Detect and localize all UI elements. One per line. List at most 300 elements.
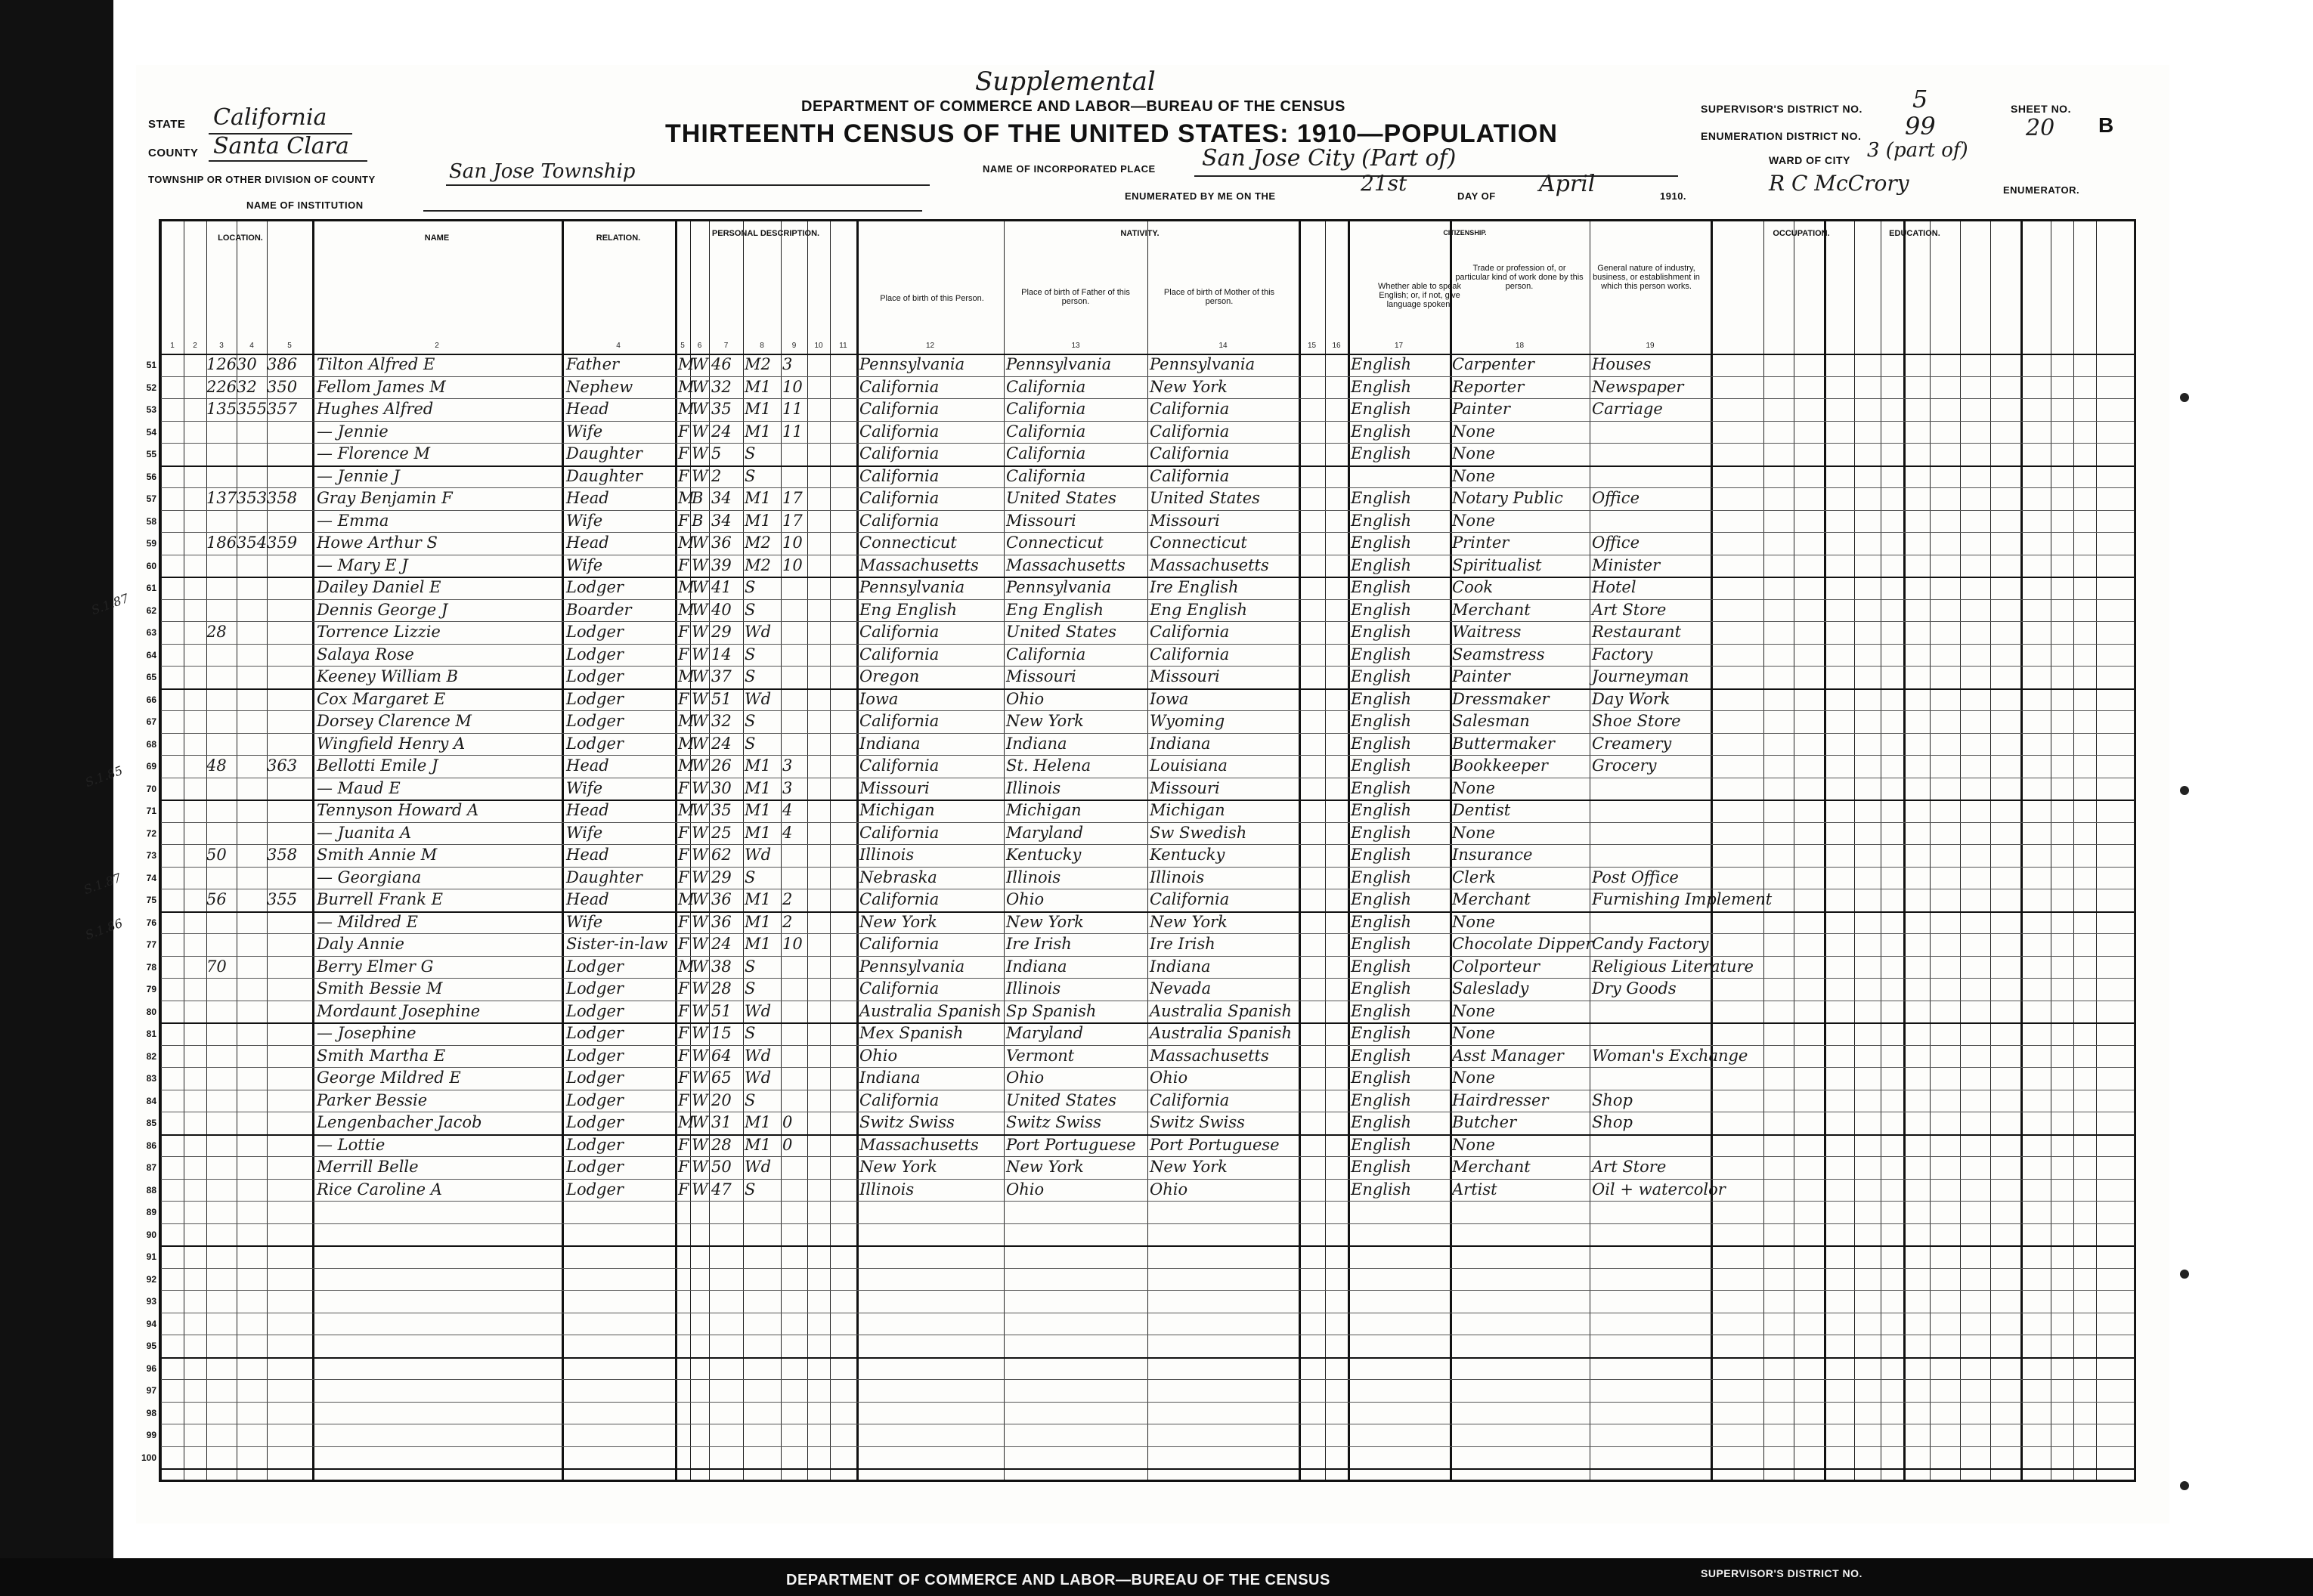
table-cell-fbp: California <box>1006 645 1086 663</box>
table-cell-age: 24 <box>711 734 732 753</box>
table-cell-yrs: 0 <box>782 1113 793 1131</box>
table-cell-mar: M1 <box>745 890 771 908</box>
table-cell-race: W <box>692 1135 708 1154</box>
table-cell-age: 5 <box>711 444 722 462</box>
table-cell-lang: English <box>1351 1090 1412 1109</box>
table-cell-rel: Lodger <box>566 979 624 998</box>
table-cell-bp: California <box>859 466 940 485</box>
table-cell-sex: F <box>678 466 689 485</box>
table-cell-name: Dorsey Clarence M <box>317 712 472 730</box>
row-number: 66 <box>146 694 156 705</box>
table-cell-fbp: United States <box>1006 489 1116 507</box>
table-cell-name: — Lottie <box>317 1135 386 1154</box>
table-cell-bp: California <box>859 422 940 441</box>
table-cell-name: — Josephine <box>317 1024 416 1042</box>
table-cell-race: W <box>692 534 708 552</box>
table-cell-fbp: Ire Irish <box>1006 935 1072 953</box>
column-number: 2 <box>193 342 197 350</box>
table-cell-age: 35 <box>711 801 732 819</box>
table-cell-ind: Oil + watercolor <box>1592 1180 1726 1199</box>
table-cell-bp: Illinois <box>859 846 915 864</box>
table-cell-rel: Wife <box>566 912 603 931</box>
table-cell-rel: Head <box>566 534 609 552</box>
table-cell-mbp: Nevada <box>1150 979 1212 998</box>
table-cell-lang: English <box>1351 355 1412 373</box>
table-cell-age: 50 <box>711 1158 732 1176</box>
column-number: 16 <box>1332 342 1341 350</box>
column-number: 12 <box>925 342 935 350</box>
table-cell-fbp: Ohio <box>1006 1180 1045 1199</box>
table-cell-rel: Wife <box>566 823 603 842</box>
table-cell-sex: M <box>678 890 695 908</box>
table-cell-bp: Indiana <box>859 1069 921 1087</box>
table-cell-trade: Bookkeeper <box>1452 756 1548 775</box>
table-cell-fbp: New York <box>1006 712 1084 730</box>
table-cell-mar: Wd <box>745 1158 772 1176</box>
table-cell-age: 31 <box>711 1113 732 1131</box>
table-cell-lang: English <box>1351 756 1412 775</box>
table-cell-bp: Illinois <box>859 1180 915 1199</box>
table-cell-ind: Office <box>1592 534 1640 552</box>
table-cell-mbp: Massachusetts <box>1150 1046 1269 1065</box>
table-cell-trade: Printer <box>1452 534 1509 552</box>
table-cell-bp: California <box>859 444 940 462</box>
row-number: 83 <box>146 1073 156 1084</box>
table-cell-fbp: Illinois <box>1006 778 1061 797</box>
row-number: 82 <box>146 1050 156 1062</box>
table-cell-lang: English <box>1351 489 1412 507</box>
table-cell-race: W <box>692 823 708 842</box>
table-cell-lang: English <box>1351 1001 1412 1020</box>
table-cell-mbp: Missouri <box>1150 667 1220 685</box>
table-cell-sex: F <box>678 778 689 797</box>
table-cell-mar: S <box>745 600 756 619</box>
table-cell-mbp: Port Portuguese <box>1150 1135 1280 1154</box>
row-number: 78 <box>146 961 156 973</box>
enumerator-name: R C McCrory <box>1769 171 1909 196</box>
row-number: 90 <box>146 1229 156 1240</box>
table-cell-lang: English <box>1351 734 1412 753</box>
table-cell-rel: Lodger <box>566 1024 624 1042</box>
table-cell-fbp: Maryland <box>1006 823 1084 842</box>
row-number: 62 <box>146 605 156 616</box>
table-cell-age: 29 <box>711 868 732 886</box>
table-cell-sex: M <box>678 1113 695 1131</box>
table-cell-trade: Dentist <box>1452 801 1511 819</box>
table-cell-mbp: Louisiana <box>1150 756 1228 775</box>
census-table <box>141 219 2136 1482</box>
table-cell-bp: Massachusetts <box>859 1135 979 1154</box>
table-cell-name: — Florence M <box>317 444 430 462</box>
table-cell-sex: F <box>678 645 689 663</box>
table-cell-fbp: Indiana <box>1006 957 1067 976</box>
table-cell-fbp: Ohio <box>1006 1069 1045 1087</box>
table-cell-name: — Mildred E <box>317 912 418 931</box>
column-number: 19 <box>1646 342 1655 350</box>
sheet-value: 20 <box>2026 115 2055 141</box>
table-cell-ind: Restaurant <box>1592 623 1682 641</box>
page-title: THIRTEENTH CENSUS OF THE UNITED STATES: 1910—POPULATION <box>665 119 1558 148</box>
table-cell-trade: Insurance <box>1452 846 1533 864</box>
row-number: 69 <box>146 761 156 772</box>
table-cell-sex: F <box>678 1090 689 1109</box>
table-cell-fbp: Sp Spanish <box>1006 1001 1097 1020</box>
table-cell-fbp: Indiana <box>1006 734 1067 753</box>
table-cell-mar: S <box>745 444 756 462</box>
row-number: 65 <box>146 672 156 682</box>
row-number: 68 <box>146 738 156 750</box>
table-cell-rel: Lodger <box>566 1046 624 1065</box>
table-cell-trade: None <box>1452 422 1495 441</box>
table-cell-fbp: Eng English <box>1006 600 1104 619</box>
table-cell-sex: F <box>678 422 689 441</box>
margin-note: S.1.86 <box>83 915 125 943</box>
table-cell-bp: Indiana <box>859 734 921 753</box>
township-label: TOWNSHIP OR OTHER DIVISION OF COUNTY <box>148 174 376 185</box>
table-cell-mar: M2 <box>745 534 771 552</box>
table-cell-dw: 386 <box>267 355 298 373</box>
table-cell-trade: Chocolate Dipper <box>1452 935 1593 953</box>
table-cell-age: 14 <box>711 645 732 663</box>
table-cell-sex: F <box>678 444 689 462</box>
table-cell-trade: Notary Public <box>1452 489 1563 507</box>
table-cell-lang: English <box>1351 935 1412 953</box>
table-cell-yrs: 4 <box>782 801 793 819</box>
table-cell-fbp: United States <box>1006 1090 1116 1109</box>
table-cell-race: W <box>692 979 708 998</box>
table-cell-mbp: California <box>1150 466 1230 485</box>
table-cell-rel: Wife <box>566 422 603 441</box>
table-cell-sex: M <box>678 377 695 396</box>
table-cell-bp: California <box>859 756 940 775</box>
table-cell-name: Tilton Alfred E <box>317 355 435 373</box>
header-location: LOCATION. <box>218 234 263 243</box>
table-cell-sex: M <box>678 801 695 819</box>
row-number: 58 <box>146 515 156 527</box>
table-cell-mar: M1 <box>745 489 771 507</box>
table-cell-rel: Lodger <box>566 1001 624 1020</box>
row-number: 87 <box>146 1162 156 1173</box>
column-number: 6 <box>697 342 702 350</box>
table-cell-bp: California <box>859 712 940 730</box>
table-cell-lang: English <box>1351 600 1412 619</box>
table-cell-sex: F <box>678 846 689 864</box>
row-number: 96 <box>146 1362 156 1374</box>
enumeration-label: ENUMERATION DISTRICT NO. <box>1701 130 1862 142</box>
column-number: 17 <box>1394 342 1404 350</box>
table-cell-fbp: Kentucky <box>1006 846 1082 864</box>
table-cell-bp: Iowa <box>859 689 899 708</box>
table-cell-sex: M <box>678 667 695 685</box>
table-cell-bp: Eng English <box>859 600 958 619</box>
table-cell-ind: Shoe Store <box>1592 712 1681 730</box>
table-cell-mar: M1 <box>745 422 771 441</box>
table-cell-rel: Father <box>566 355 620 373</box>
table-cell-mbp: Connecticut <box>1150 534 1247 552</box>
table-cell-lang: English <box>1351 689 1412 708</box>
table-cell-age: 35 <box>711 400 732 418</box>
table-cell-ind: Art Store <box>1592 600 1667 619</box>
table-cell-name: — Jennie J <box>317 466 400 485</box>
table-cell-fbp: Connecticut <box>1006 534 1104 552</box>
table-cell-name: Daly Annie <box>317 935 404 953</box>
table-cell-trade: None <box>1452 466 1495 485</box>
table-cell-ind: Dry Goods <box>1592 979 1677 998</box>
table-cell-race: W <box>692 1158 708 1176</box>
table-cell-mbp: Missouri <box>1150 778 1220 797</box>
table-cell-name: Salaya Rose <box>317 645 414 663</box>
table-cell-mbp: Michigan <box>1150 801 1225 819</box>
table-cell-ind: Minister <box>1592 555 1661 574</box>
table-cell-lang: English <box>1351 1069 1412 1087</box>
table-cell-age: 29 <box>711 623 732 641</box>
table-cell-yrs: 11 <box>782 422 803 441</box>
table-cell-sex: M <box>678 957 695 976</box>
table-cell-yrs: 11 <box>782 400 803 418</box>
table-cell-race: W <box>692 355 708 373</box>
table-cell-mar: M2 <box>745 355 771 373</box>
column-number: 8 <box>760 342 764 350</box>
row-number: 91 <box>146 1251 156 1262</box>
table-cell-age: 28 <box>711 979 732 998</box>
table-cell-yrs: 3 <box>782 778 793 797</box>
table-cell-name: Gray Benjamin F <box>317 489 453 507</box>
table-cell-trade: Saleslady <box>1452 979 1529 998</box>
table-cell-mbp: California <box>1150 1090 1230 1109</box>
supervisor-value: 5 <box>1912 85 1928 113</box>
table-cell-mar: M1 <box>745 778 771 797</box>
table-cell-name: Tennyson Howard A <box>317 801 479 819</box>
table-cell-trade: None <box>1452 444 1495 462</box>
table-cell-mbp: Australia Spanish <box>1150 1001 1292 1020</box>
row-number: 72 <box>146 827 156 839</box>
table-cell-sex: M <box>678 756 695 775</box>
column-number: 5 <box>680 342 685 350</box>
table-cell-mar: S <box>745 1180 756 1199</box>
row-number: 84 <box>146 1095 156 1106</box>
table-cell-age: 36 <box>711 912 732 931</box>
table-cell-mar: S <box>745 1024 756 1042</box>
table-cell-sex: M <box>678 734 695 753</box>
table-cell-age: 30 <box>711 778 732 797</box>
table-cell-name: — Mary E J <box>317 555 408 574</box>
table-cell-name: Keeney William B <box>317 667 459 685</box>
table-cell-dw: 350 <box>267 377 298 396</box>
table-cell-rel: Daughter <box>566 466 642 485</box>
table-cell-race: W <box>692 734 708 753</box>
table-cell-race: W <box>692 846 708 864</box>
table-cell-bp: Missouri <box>859 778 930 797</box>
table-cell-sex: F <box>678 823 689 842</box>
table-cell-mar: M2 <box>745 555 771 574</box>
table-cell-race: W <box>692 801 708 819</box>
enumerated-month: April <box>1539 171 1596 197</box>
table-cell-rel: Head <box>566 890 609 908</box>
table-cell-lang: English <box>1351 1113 1412 1131</box>
table-cell-mbp: California <box>1150 444 1230 462</box>
row-number: 67 <box>146 716 156 727</box>
table-cell-mbp: Australia Spanish <box>1150 1024 1292 1042</box>
table-cell-dw: 358 <box>267 846 298 864</box>
table-cell-age: 36 <box>711 890 732 908</box>
table-cell-lang: English <box>1351 667 1412 685</box>
table-cell-trade: Asst Manager <box>1452 1046 1564 1065</box>
table-cell-race: W <box>692 1024 708 1042</box>
table-cell-name: Berry Elmer G <box>317 957 434 976</box>
enumerated-day: 21st <box>1361 171 1407 196</box>
table-cell-lang: English <box>1351 846 1412 864</box>
table-cell-lang: English <box>1351 1135 1412 1154</box>
table-cell-age: 40 <box>711 600 732 619</box>
township-value: San Jose Township <box>449 160 636 183</box>
table-cell-trade: Merchant <box>1452 890 1531 908</box>
row-number: 79 <box>146 984 156 994</box>
table-cell-sex: F <box>678 555 689 574</box>
table-cell-name: Smith Annie M <box>317 846 438 864</box>
table-cell-mar: M1 <box>745 1135 771 1154</box>
table-cell-race: W <box>692 868 708 886</box>
table-cell-ind: Grocery <box>1592 756 1657 775</box>
table-cell-bp: Connecticut <box>859 534 957 552</box>
table-cell-name: Smith Bessie M <box>317 979 443 998</box>
table-cell-rel: Lodger <box>566 1113 624 1131</box>
table-cell-sex: F <box>678 511 689 530</box>
table-cell-rel: Lodger <box>566 1180 624 1199</box>
table-cell-mar: S <box>745 979 756 998</box>
table-cell-sex: F <box>678 1180 689 1199</box>
enumerator-label: ENUMERATOR. <box>2003 184 2080 196</box>
table-cell-mbp: Wyoming <box>1150 712 1225 730</box>
row-number: 53 <box>146 404 156 415</box>
table-cell-name: — Juanita A <box>317 823 412 842</box>
table-cell-yrs: 10 <box>782 377 803 396</box>
header-trade: Trade or profession of, or particular kind of work done by this person. <box>1455 264 1584 291</box>
table-cell-sex: F <box>678 623 689 641</box>
table-cell-mbp: Iowa <box>1150 689 1189 708</box>
table-cell-lang: English <box>1351 778 1412 797</box>
table-cell-race: W <box>692 689 708 708</box>
table-cell-mar: S <box>745 868 756 886</box>
table-cell-name: Hughes Alfred <box>317 400 434 418</box>
table-cell-age: 2 <box>711 466 722 485</box>
supervisor-label: SUPERVISOR'S DISTRICT NO. <box>1701 103 1862 115</box>
table-cell-bp: Nebraska <box>859 868 937 886</box>
table-cell-trade: None <box>1452 823 1495 842</box>
table-cell-race: W <box>692 1113 708 1131</box>
table-cell-race: W <box>692 422 708 441</box>
table-cell-house: 70 <box>206 957 227 976</box>
table-cell-mar: M1 <box>745 377 771 396</box>
table-cell-house: 137 <box>206 489 237 507</box>
next-supervisor: SUPERVISOR'S DISTRICT NO. <box>1701 1567 1862 1579</box>
table-cell-fbp: California <box>1006 377 1086 396</box>
table-cell-rel: Lodger <box>566 645 624 663</box>
table-cell-lang: English <box>1351 1024 1412 1042</box>
table-cell-name: — Georgiana <box>317 868 422 886</box>
table-cell-mbp: Kentucky <box>1150 846 1225 864</box>
table-cell-race: W <box>692 1001 708 1020</box>
table-cell-trade: Colporteur <box>1452 957 1540 976</box>
table-cell-fbp: California <box>1006 422 1086 441</box>
table-cell-house: 56 <box>206 890 227 908</box>
table-cell-mbp: Ire Irish <box>1150 935 1215 953</box>
margin-note: S.1.87 <box>82 870 123 898</box>
county-value: Santa Clara <box>213 133 349 159</box>
table-cell-age: 46 <box>711 355 732 373</box>
table-cell-sex: F <box>678 1001 689 1020</box>
table-cell-name: Cox Margaret E <box>317 689 446 708</box>
table-cell-trade: Seamstress <box>1452 645 1545 663</box>
margin-note: S.1.87 <box>89 590 131 618</box>
table-cell-age: 41 <box>711 578 732 596</box>
table-cell-race: W <box>692 935 708 953</box>
table-cell-name: Howe Arthur S <box>317 534 438 552</box>
table-cell-race: W <box>692 555 708 574</box>
table-cell-bp: Michigan <box>859 801 935 819</box>
table-cell-trade: Butcher <box>1452 1113 1517 1131</box>
table-cell-fbp: United States <box>1006 623 1116 641</box>
table-cell-race: W <box>692 623 708 641</box>
table-cell-mbp: New York <box>1150 1158 1228 1176</box>
table-cell-trade: Carpenter <box>1452 355 1534 373</box>
table-cell-sex: F <box>678 868 689 886</box>
table-cell-mar: Wd <box>745 846 772 864</box>
table-cell-dw: 359 <box>267 534 298 552</box>
table-cell-fbp: Missouri <box>1006 511 1076 530</box>
row-number: 77 <box>146 939 156 950</box>
column-number: 5 <box>287 342 292 350</box>
table-cell-bp: California <box>859 935 940 953</box>
table-cell-trade: Hairdresser <box>1452 1090 1549 1109</box>
table-cell-race: W <box>692 578 708 596</box>
table-cell-age: 51 <box>711 689 732 708</box>
table-cell-name: Parker Bessie <box>317 1090 428 1109</box>
row-number: 55 <box>146 449 156 459</box>
table-cell-lang: English <box>1351 511 1412 530</box>
table-cell-rel: Wife <box>566 511 603 530</box>
table-cell-bp: Mex Spanish <box>859 1024 964 1042</box>
table-cell-age: 32 <box>711 712 732 730</box>
table-cell-trade: None <box>1452 1024 1495 1042</box>
table-cell-trade: Waitress <box>1452 623 1522 641</box>
table-cell-rel: Wife <box>566 778 603 797</box>
row-number: 54 <box>146 426 156 438</box>
table-cell-rel: Daughter <box>566 444 642 462</box>
table-cell-age: 15 <box>711 1024 732 1042</box>
table-cell-yrs: 2 <box>782 912 793 931</box>
table-cell-mbp: New York <box>1150 912 1228 931</box>
table-cell-bp: Ohio <box>859 1046 898 1065</box>
table-cell-mar: M1 <box>745 1113 771 1131</box>
table-cell-sex: M <box>678 355 695 373</box>
table-cell-lang: English <box>1351 555 1412 574</box>
table-cell-sex: M <box>678 712 695 730</box>
table-cell-mar: M1 <box>745 400 771 418</box>
table-cell-trade: Clerk <box>1452 868 1496 886</box>
table-cell-mbp: Ohio <box>1150 1180 1188 1199</box>
table-cell-ind: Journeyman <box>1592 667 1689 685</box>
row-number: 73 <box>146 850 156 861</box>
table-cell-age: 37 <box>711 667 732 685</box>
table-cell-mar: M1 <box>745 935 771 953</box>
table-cell-mar: M1 <box>745 823 771 842</box>
table-cell-mar: S <box>745 645 756 663</box>
header-education: EDUCATION. <box>1889 229 1940 238</box>
table-cell-rel: Head <box>566 846 609 864</box>
column-number: 3 <box>219 342 224 350</box>
table-cell-lang: English <box>1351 712 1412 730</box>
table-cell-bp: California <box>859 823 940 842</box>
